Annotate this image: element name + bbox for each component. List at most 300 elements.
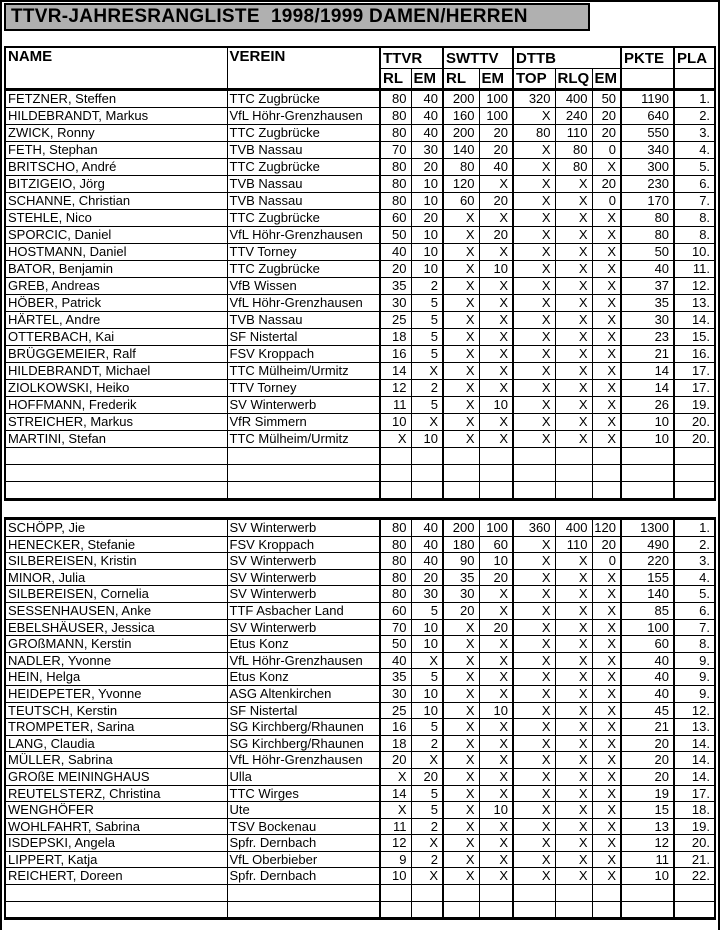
cell-dttb-em: X — [592, 363, 621, 380]
cell-empty — [674, 448, 715, 465]
cell-dttb-em: 20 — [592, 176, 621, 193]
cell-dttb-rlq: 80 — [555, 142, 592, 159]
cell-name: FETH, Stephan — [5, 142, 227, 159]
cell-dttb-em: X — [592, 719, 621, 736]
cell-pla: 5. — [674, 586, 715, 603]
cell-verein: SV Winterwerb — [227, 519, 380, 537]
column-group-dttb: DTTB — [513, 47, 621, 69]
cell-dttb-em: X — [592, 702, 621, 719]
cell-verein: SV Winterwerb — [227, 586, 380, 603]
table-row — [5, 295, 715, 312]
cell-ttvr-em: 10 — [411, 227, 443, 244]
cell-pkte: 20 — [621, 752, 674, 769]
cell-dttb-top: X — [513, 210, 555, 227]
cell-swttv-rl: 60 — [443, 193, 479, 210]
cell-ttvr-em: 10 — [411, 619, 443, 636]
table-row — [5, 108, 715, 125]
table-row — [5, 752, 715, 769]
cell-verein: TVB Nassau — [227, 176, 380, 193]
cell-pkte: 21 — [621, 719, 674, 736]
cell-pla: 3. — [674, 553, 715, 570]
cell-dttb-rlq: X — [555, 380, 592, 397]
cell-ttvr-rl: 14 — [380, 363, 411, 380]
cell-pkte: 10 — [621, 414, 674, 431]
table-row — [5, 851, 715, 868]
cell-empty — [380, 901, 411, 919]
cell-verein: Etus Konz — [227, 636, 380, 653]
cell-verein: TTC Mülheim/Urmitz — [227, 363, 380, 380]
cell-verein: VfL Höhr-Grenzhausen — [227, 108, 380, 125]
cell-swttv-rl: X — [443, 768, 479, 785]
cell-pkte: 40 — [621, 669, 674, 686]
cell-dttb-rlq: X — [555, 312, 592, 329]
cell-verein: Spfr. Dernbach — [227, 835, 380, 852]
cell-empty — [479, 901, 513, 919]
cell-swttv-rl: X — [443, 752, 479, 769]
cell-name: GREB, Andreas — [5, 278, 227, 295]
cell-swttv-rl: X — [443, 380, 479, 397]
cell-verein: SF Nistertal — [227, 329, 380, 346]
cell-verein: VfL Höhr-Grenzhausen — [227, 652, 380, 669]
cell-ttvr-em: 40 — [411, 553, 443, 570]
cell-swttv-rl: X — [443, 868, 479, 885]
cell-ttvr-rl: 25 — [380, 702, 411, 719]
cell-dttb-rlq: X — [555, 193, 592, 210]
cell-dttb-em: 120 — [592, 519, 621, 537]
cell-dttb-rlq: X — [555, 735, 592, 752]
cell-swttv-em: 40 — [479, 159, 513, 176]
cell-dttb-em: X — [592, 602, 621, 619]
empty-row — [5, 885, 715, 902]
cell-pla: 10. — [674, 244, 715, 261]
cell-verein: TVB Nassau — [227, 312, 380, 329]
cell-dttb-em: X — [592, 278, 621, 295]
cell-dttb-rlq: X — [555, 669, 592, 686]
cell-pla: 9. — [674, 669, 715, 686]
cell-empty — [621, 482, 674, 500]
title-gap — [2, 31, 718, 46]
cell-swttv-em: 20 — [479, 619, 513, 636]
cell-ttvr-rl: 25 — [380, 312, 411, 329]
cell-name: LANG, Claudia — [5, 735, 227, 752]
cell-dttb-rlq: X — [555, 652, 592, 669]
cell-ttvr-em: 2 — [411, 818, 443, 835]
cell-dttb-rlq: 110 — [555, 125, 592, 142]
cell-verein: TTF Asbacher Land — [227, 602, 380, 619]
cell-empty — [479, 482, 513, 500]
cell-ttvr-rl: 80 — [380, 108, 411, 125]
cell-dttb-top: X — [513, 619, 555, 636]
cell-verein: TSV Bockenau — [227, 818, 380, 835]
cell-verein: TTC Zugbrücke — [227, 125, 380, 142]
cell-empty — [479, 465, 513, 482]
cell-dttb-rlq: X — [555, 397, 592, 414]
cell-pla: 22. — [674, 868, 715, 885]
cell-name: NADLER, Yvonne — [5, 652, 227, 669]
cell-dttb-rlq: X — [555, 363, 592, 380]
cell-ttvr-rl: 12 — [380, 380, 411, 397]
cell-verein: VfL Oberbieber — [227, 851, 380, 868]
cell-name: ZWICK, Ronny — [5, 125, 227, 142]
cell-swttv-em: X — [479, 735, 513, 752]
cell-pla: 19. — [674, 818, 715, 835]
cell-name: HEIN, Helga — [5, 669, 227, 686]
cell-dttb-top: 320 — [513, 90, 555, 108]
cell-ttvr-rl: 80 — [380, 159, 411, 176]
cell-verein: ASG Altenkirchen — [227, 685, 380, 702]
cell-swttv-em: X — [479, 652, 513, 669]
cell-ttvr-em: X — [411, 363, 443, 380]
cell-ttvr-rl: 14 — [380, 785, 411, 802]
table-row — [5, 363, 715, 380]
cell-pla: 21. — [674, 851, 715, 868]
cell-dttb-em: X — [592, 431, 621, 448]
cell-dttb-top: X — [513, 669, 555, 686]
cell-dttb-top: X — [513, 176, 555, 193]
cell-empty — [443, 901, 479, 919]
cell-ttvr-rl: 35 — [380, 278, 411, 295]
cell-swttv-rl: X — [443, 719, 479, 736]
cell-dttb-top: X — [513, 868, 555, 885]
cell-pkte: 14 — [621, 363, 674, 380]
cell-dttb-rlq: X — [555, 619, 592, 636]
column-group-ttvr: TTVR — [380, 47, 443, 69]
cell-empty — [5, 885, 227, 902]
table-row — [5, 785, 715, 802]
table-row — [5, 227, 715, 244]
cell-swttv-rl: X — [443, 835, 479, 852]
cell-name: WENGHÖFER — [5, 802, 227, 819]
cell-dttb-top: X — [513, 719, 555, 736]
cell-pkte: 490 — [621, 536, 674, 553]
cell-swttv-rl: X — [443, 818, 479, 835]
cell-pla: 1. — [674, 519, 715, 537]
cell-pkte: 170 — [621, 193, 674, 210]
header-empty-cell-pkte — [621, 69, 674, 90]
cell-ttvr-em: 10 — [411, 176, 443, 193]
cell-ttvr-em: 20 — [411, 159, 443, 176]
cell-pkte: 23 — [621, 329, 674, 346]
cell-swttv-rl: 140 — [443, 142, 479, 159]
cell-pkte: 140 — [621, 586, 674, 603]
empty-row — [5, 448, 715, 465]
table-row — [5, 210, 715, 227]
cell-ttvr-rl: 80 — [380, 536, 411, 553]
cell-dttb-top: X — [513, 536, 555, 553]
cell-swttv-em: 60 — [479, 536, 513, 553]
cell-dttb-rlq: X — [555, 602, 592, 619]
cell-pla: 2. — [674, 536, 715, 553]
cell-swttv-rl: X — [443, 261, 479, 278]
cell-empty — [411, 901, 443, 919]
cell-swttv-em: X — [479, 312, 513, 329]
cell-empty — [5, 465, 227, 482]
cell-swttv-rl: X — [443, 669, 479, 686]
cell-pkte: 15 — [621, 802, 674, 819]
cell-dttb-em: X — [592, 261, 621, 278]
cell-swttv-em: 10 — [479, 553, 513, 570]
cell-swttv-em: X — [479, 176, 513, 193]
cell-dttb-rlq: X — [555, 210, 592, 227]
cell-dttb-top: X — [513, 193, 555, 210]
cell-pkte: 50 — [621, 244, 674, 261]
cell-swttv-em: X — [479, 636, 513, 653]
cell-ttvr-rl: X — [380, 431, 411, 448]
cell-dttb-top: X — [513, 802, 555, 819]
column-header-pla: PLA — [674, 47, 715, 69]
cell-pla: 12. — [674, 278, 715, 295]
cell-pla: 1. — [674, 90, 715, 108]
ranking-table-herren — [4, 46, 716, 501]
cell-ttvr-rl: 18 — [380, 329, 411, 346]
table-row — [5, 176, 715, 193]
cell-name: GROßE MEININGHAUS — [5, 768, 227, 785]
cell-dttb-rlq: X — [555, 346, 592, 363]
cell-pla: 4. — [674, 569, 715, 586]
cell-dttb-em: X — [592, 346, 621, 363]
cell-empty — [227, 482, 380, 500]
table-row — [5, 125, 715, 142]
cell-verein: SV Winterwerb — [227, 553, 380, 570]
cell-dttb-rlq: 400 — [555, 90, 592, 108]
cell-dttb-em: X — [592, 329, 621, 346]
cell-dttb-em: X — [592, 768, 621, 785]
cell-dttb-rlq: X — [555, 636, 592, 653]
cell-swttv-em: X — [479, 346, 513, 363]
cell-pla: 17. — [674, 380, 715, 397]
cell-dttb-top: X — [513, 785, 555, 802]
table-row — [5, 602, 715, 619]
cell-ttvr-em: 40 — [411, 536, 443, 553]
cell-name: TEUTSCH, Kerstin — [5, 702, 227, 719]
cell-swttv-rl: X — [443, 636, 479, 653]
cell-ttvr-rl: 50 — [380, 227, 411, 244]
cell-ttvr-em: 40 — [411, 108, 443, 125]
cell-ttvr-em: 10 — [411, 193, 443, 210]
cell-ttvr-em: 5 — [411, 312, 443, 329]
cell-empty — [513, 482, 555, 500]
cell-ttvr-rl: 30 — [380, 685, 411, 702]
ranking-table-damen — [4, 517, 716, 920]
cell-swttv-rl: 200 — [443, 519, 479, 537]
cell-name: SESSENHAUSEN, Anke — [5, 602, 227, 619]
cell-swttv-em: 20 — [479, 193, 513, 210]
cell-swttv-rl: 160 — [443, 108, 479, 125]
cell-pla: 9. — [674, 685, 715, 702]
cell-dttb-em: X — [592, 851, 621, 868]
cell-name: HENECKER, Stefanie — [5, 536, 227, 553]
cell-verein: FSV Kroppach — [227, 536, 380, 553]
cell-swttv-em: X — [479, 669, 513, 686]
cell-empty — [621, 901, 674, 919]
cell-pkte: 30 — [621, 312, 674, 329]
cell-dttb-em: X — [592, 752, 621, 769]
cell-empty — [513, 901, 555, 919]
cell-pla: 2. — [674, 108, 715, 125]
cell-ttvr-rl: 10 — [380, 414, 411, 431]
cell-dttb-em: 0 — [592, 142, 621, 159]
cell-swttv-em: X — [479, 363, 513, 380]
cell-verein: Ulla — [227, 768, 380, 785]
cell-ttvr-rl: 80 — [380, 586, 411, 603]
cell-pkte: 230 — [621, 176, 674, 193]
table-row — [5, 142, 715, 159]
cell-verein: SV Winterwerb — [227, 619, 380, 636]
cell-verein: TTC Mülheim/Urmitz — [227, 431, 380, 448]
table-row — [5, 868, 715, 885]
cell-name: GROßMANN, Kerstin — [5, 636, 227, 653]
cell-swttv-rl: 200 — [443, 125, 479, 142]
table-row — [5, 735, 715, 752]
cell-ttvr-em: 5 — [411, 669, 443, 686]
cell-swttv-em: X — [479, 602, 513, 619]
cell-dttb-em: X — [592, 735, 621, 752]
cell-dttb-em: X — [592, 312, 621, 329]
cell-swttv-em: 20 — [479, 142, 513, 159]
cell-pkte: 100 — [621, 619, 674, 636]
cell-dttb-em: X — [592, 380, 621, 397]
cell-dttb-rlq: 400 — [555, 519, 592, 537]
cell-pkte: 26 — [621, 397, 674, 414]
table-row — [5, 569, 715, 586]
cell-pkte: 80 — [621, 210, 674, 227]
column-header-name: NAME — [5, 47, 227, 90]
cell-verein: TTC Zugbrücke — [227, 159, 380, 176]
empty-row — [5, 465, 715, 482]
cell-dttb-top: X — [513, 569, 555, 586]
cell-empty — [479, 885, 513, 902]
table-row — [5, 802, 715, 819]
cell-name: SILBEREISEN, Kristin — [5, 553, 227, 570]
cell-pla: 9. — [674, 652, 715, 669]
cell-swttv-em: X — [479, 818, 513, 835]
cell-ttvr-em: 10 — [411, 685, 443, 702]
table-row — [5, 768, 715, 785]
cell-dttb-em: X — [592, 295, 621, 312]
column-header-dttb-em: EM — [592, 69, 621, 90]
cell-ttvr-em: X — [411, 752, 443, 769]
table-row — [5, 278, 715, 295]
cell-name: REUTELSTERZ, Christina — [5, 785, 227, 802]
cell-dttb-top: X — [513, 261, 555, 278]
table-row — [5, 719, 715, 736]
cell-empty — [411, 448, 443, 465]
cell-verein: TTC Zugbrücke — [227, 210, 380, 227]
cell-dttb-top: X — [513, 278, 555, 295]
cell-ttvr-rl: 16 — [380, 346, 411, 363]
cell-ttvr-rl: 11 — [380, 818, 411, 835]
cell-empty — [592, 448, 621, 465]
cell-pkte: 21 — [621, 346, 674, 363]
cell-verein: TTV Torney — [227, 244, 380, 261]
cell-verein: VfL Höhr-Grenzhausen — [227, 227, 380, 244]
cell-dttb-top: X — [513, 586, 555, 603]
cell-swttv-rl: 30 — [443, 586, 479, 603]
cell-verein: SV Winterwerb — [227, 397, 380, 414]
cell-dttb-top: X — [513, 312, 555, 329]
column-header-ttvr-em: EM — [411, 69, 443, 90]
cell-verein: SG Kirchberg/Rhaunen — [227, 735, 380, 752]
cell-empty — [555, 901, 592, 919]
cell-dttb-em: X — [592, 669, 621, 686]
cell-empty — [674, 482, 715, 500]
cell-pla: 16. — [674, 346, 715, 363]
cell-dttb-top: X — [513, 108, 555, 125]
cell-dttb-rlq: X — [555, 553, 592, 570]
cell-dttb-em: 20 — [592, 536, 621, 553]
cell-empty — [380, 482, 411, 500]
table-body-damen — [5, 519, 715, 919]
cell-ttvr-em: X — [411, 414, 443, 431]
cell-empty — [227, 465, 380, 482]
cell-pla: 4. — [674, 142, 715, 159]
table-row — [5, 702, 715, 719]
table-row — [5, 329, 715, 346]
cell-pkte: 40 — [621, 652, 674, 669]
header-empty-cell-pla — [674, 69, 715, 90]
cell-verein: TTC Zugbrücke — [227, 261, 380, 278]
cell-swttv-rl: X — [443, 785, 479, 802]
cell-dttb-top: X — [513, 346, 555, 363]
cell-dttb-rlq: X — [555, 785, 592, 802]
cell-ttvr-rl: 40 — [380, 652, 411, 669]
cell-name: HEIDEPETER, Yvonne — [5, 685, 227, 702]
table-row — [5, 835, 715, 852]
cell-verein: TVB Nassau — [227, 193, 380, 210]
cell-name: ISDEPSKI, Angela — [5, 835, 227, 852]
cell-dttb-rlq: X — [555, 176, 592, 193]
cell-swttv-rl: 200 — [443, 90, 479, 108]
cell-dttb-em: X — [592, 818, 621, 835]
cell-ttvr-rl: 12 — [380, 835, 411, 852]
cell-pkte: 40 — [621, 261, 674, 278]
cell-dttb-top: X — [513, 685, 555, 702]
cell-dttb-top: X — [513, 397, 555, 414]
cell-dttb-top: X — [513, 431, 555, 448]
cell-swttv-rl: X — [443, 210, 479, 227]
table-row — [5, 312, 715, 329]
cell-swttv-rl: X — [443, 227, 479, 244]
column-header-swttv-rl: RL — [443, 69, 479, 90]
cell-ttvr-em: X — [411, 868, 443, 885]
cell-ttvr-em: 10 — [411, 261, 443, 278]
cell-name: SCHÖPP, Jie — [5, 519, 227, 537]
cell-ttvr-em: 10 — [411, 244, 443, 261]
cell-pkte: 10 — [621, 431, 674, 448]
section-gap — [2, 501, 718, 517]
cell-name: LIPPERT, Katja — [5, 851, 227, 868]
cell-name: TROMPETER, Sarina — [5, 719, 227, 736]
cell-dttb-top: X — [513, 329, 555, 346]
cell-ttvr-rl: 80 — [380, 125, 411, 142]
cell-ttvr-em: 5 — [411, 802, 443, 819]
cell-empty — [621, 885, 674, 902]
table-row — [5, 193, 715, 210]
cell-pkte: 300 — [621, 159, 674, 176]
cell-dttb-rlq: X — [555, 719, 592, 736]
table-header — [5, 47, 715, 90]
cell-pkte: 19 — [621, 785, 674, 802]
cell-dttb-top: X — [513, 702, 555, 719]
cell-ttvr-em: 40 — [411, 519, 443, 537]
cell-pla: 14. — [674, 735, 715, 752]
cell-ttvr-rl: 60 — [380, 602, 411, 619]
cell-ttvr-em: 10 — [411, 702, 443, 719]
cell-name: MINOR, Julia — [5, 569, 227, 586]
cell-ttvr-rl: 80 — [380, 193, 411, 210]
column-header-dttb-top: TOP — [513, 69, 555, 90]
cell-pla: 20. — [674, 835, 715, 852]
